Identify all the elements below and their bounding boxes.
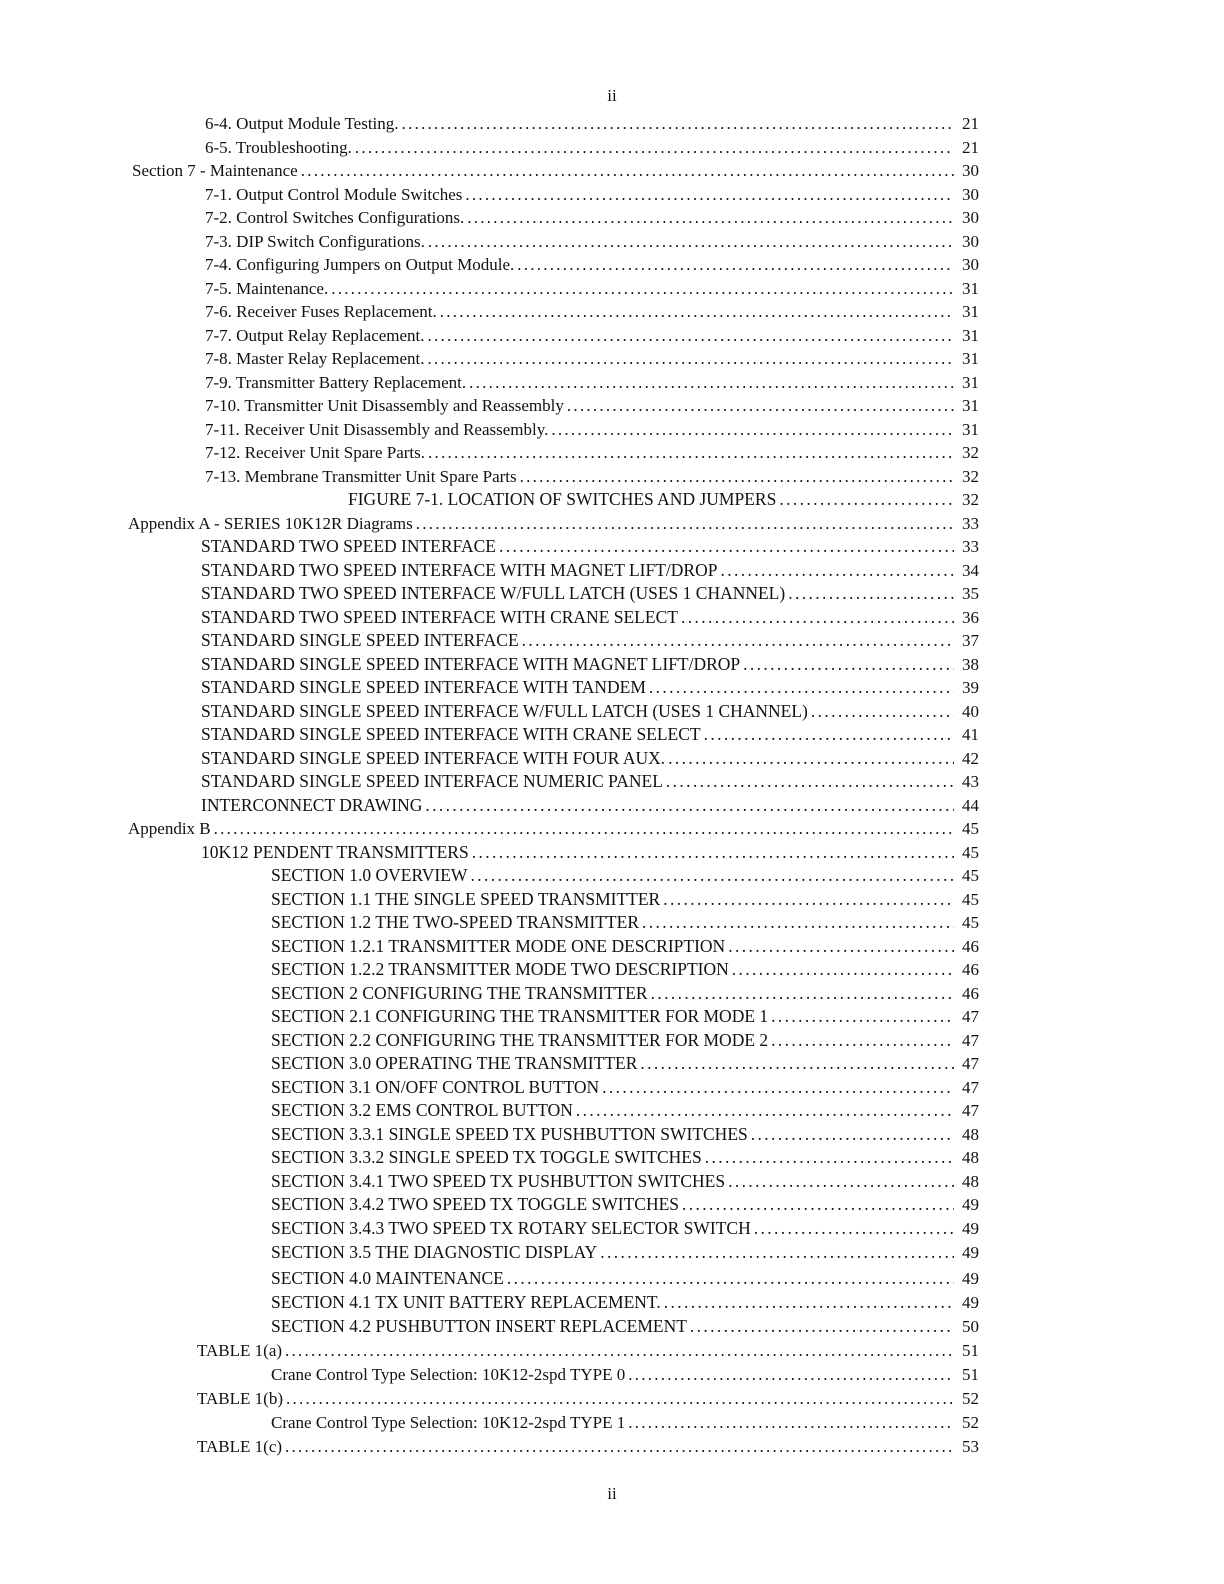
- toc-entry-page: 48: [962, 1171, 979, 1191]
- toc-entry-title: SECTION 2 CONFIGURING THE TRANSMITTER: [271, 982, 648, 1003]
- toc-entry-page: 47: [962, 1077, 979, 1097]
- dot-leader: [743, 653, 954, 676]
- toc-entry-title: TABLE 1(c): [197, 1437, 283, 1456]
- toc-entry-page: 32: [962, 490, 979, 509]
- toc-entry-title: STANDARD TWO SPEED INTERFACE WITH CRANE SELECT: [201, 606, 678, 627]
- toc-entry[interactable]: [271, 888, 979, 911]
- toc-entry[interactable]: [271, 958, 979, 981]
- toc-entry-page: 44: [962, 795, 979, 815]
- toc-entry-page: 21: [962, 114, 979, 133]
- dot-leader: [651, 982, 954, 1005]
- dot-leader: [355, 136, 954, 159]
- toc-entry-title: STANDARD SINGLE SPEED INTERFACE WITH TANDEM: [201, 677, 646, 697]
- toc-entry-title: 7-13. Membrane Transmitter Unit Spare Parts: [205, 466, 517, 486]
- toc-entry[interactable]: [201, 559, 979, 582]
- dot-leader: [428, 441, 954, 464]
- dot-leader: [732, 958, 954, 981]
- toc-entry-page: 30: [962, 184, 979, 204]
- dot-leader: [642, 911, 954, 934]
- toc-entry-page: 45: [962, 913, 979, 932]
- toc-entry-page: 49: [962, 1293, 979, 1312]
- toc-entry-title: SECTION 4.2 PUSHBUTTON INSERT REPLACEMENT: [271, 1316, 687, 1336]
- toc-entry[interactable]: [271, 1291, 979, 1314]
- toc-entry-page: 30: [962, 208, 979, 227]
- toc-entry-title: Crane Control Type Selection: 10K12-2spd TYPE 0: [271, 1365, 626, 1384]
- toc-entry-page: 34: [962, 560, 979, 580]
- toc-entry[interactable]: [271, 1241, 979, 1264]
- toc-entry[interactable]: [271, 1315, 979, 1338]
- toc-entry-title: STANDARD TWO SPEED INTERFACE WITH MAGNET LIFT/DROP: [201, 559, 718, 580]
- toc-entry-page: 30: [962, 255, 979, 274]
- toc-entry-page: 46: [962, 936, 979, 956]
- toc-entry-page: 47: [962, 1101, 979, 1120]
- toc-entry-page: 31: [962, 372, 979, 392]
- dot-leader: [682, 1193, 954, 1216]
- toc-entry-title: 7-11. Receiver Unit Disassembly and Reassembly.: [205, 419, 549, 439]
- toc-entry-page: 39: [962, 678, 979, 697]
- dot-leader: [704, 723, 954, 746]
- toc-entry-title: STANDARD SINGLE SPEED INTERFACE WITH MAGNET LIFT/DROP: [201, 653, 741, 674]
- toc-entry-title: 6-4. Output Module Testing.: [205, 114, 399, 133]
- toc-entry[interactable]: [197, 1435, 979, 1458]
- toc-entry[interactable]: [205, 324, 979, 347]
- toc-entry-page: 33: [962, 513, 979, 533]
- toc-entry-page: 36: [962, 607, 979, 627]
- toc-entry[interactable]: [205, 253, 979, 276]
- toc-entry-page: 45: [962, 866, 979, 885]
- dot-leader: [811, 700, 954, 723]
- dot-leader: [285, 1339, 954, 1362]
- dot-leader: [517, 253, 954, 276]
- toc-entry-title: FIGURE 7-1. LOCATION OF SWITCHES AND JUMPERS: [348, 489, 777, 509]
- toc-entry-page: 32: [962, 466, 979, 486]
- toc-entry[interactable]: [271, 1099, 979, 1122]
- toc-entry-page: 41: [962, 725, 979, 744]
- toc-entry[interactable]: [205, 441, 979, 464]
- toc-entry-page: 46: [962, 960, 979, 979]
- toc-entry-page: 52: [962, 1413, 979, 1432]
- toc-entry[interactable]: [205, 418, 979, 441]
- toc-entry-title: SECTION 1.2.1 TRANSMITTER MODE ONE DESCRIPTION: [271, 935, 726, 956]
- toc-entry-title: 7-7. Output Relay Replacement.: [205, 325, 425, 345]
- toc-entry-title: 7-5. Maintenance.: [205, 278, 329, 298]
- toc-entry-page: 32: [962, 443, 979, 462]
- dot-leader: [649, 676, 954, 699]
- dot-leader: [331, 277, 954, 300]
- toc-entry-title: STANDARD SINGLE SPEED INTERFACE W/FULL LATCH (USES 1 CHANNEL): [201, 700, 808, 721]
- toc-entry-page: 45: [962, 889, 979, 909]
- page-number-bottom: ii: [607, 1484, 617, 1503]
- toc-entry[interactable]: [271, 1411, 979, 1434]
- toc-entry[interactable]: [271, 1029, 979, 1052]
- toc-entry[interactable]: [201, 629, 979, 652]
- toc-entry-page: 46: [962, 983, 979, 1003]
- dot-leader: [551, 418, 954, 441]
- toc-entry-page: 31: [962, 278, 979, 298]
- toc-entry[interactable]: [201, 700, 979, 723]
- toc-entry[interactable]: [128, 817, 979, 840]
- toc-entry-page: 38: [962, 654, 979, 674]
- toc-entry[interactable]: [205, 230, 979, 253]
- toc-entry-title: 7-4. Configuring Jumpers on Output Module.: [205, 255, 515, 274]
- dot-leader: [628, 1363, 954, 1386]
- toc-entry-page: 51: [962, 1341, 979, 1360]
- toc-entry-title: SECTION 3.3.1 SINGLE SPEED TX PUSHBUTTON SWITCHES: [271, 1123, 748, 1144]
- toc-entry-title: SECTION 2.2 CONFIGURING THE TRANSMITTER FOR MODE 2: [271, 1029, 769, 1050]
- toc-entry[interactable]: [201, 841, 979, 864]
- toc-entry-title: STANDARD SINGLE SPEED INTERFACE WITH CRANE SELECT: [201, 724, 701, 744]
- toc-entry-title: Section 7 - Maintenance: [132, 161, 298, 180]
- toc-entry-page: 47: [962, 1030, 979, 1050]
- toc-entry-page: 30: [962, 231, 979, 251]
- toc-entry[interactable]: [197, 1387, 979, 1410]
- toc-entry-page: 33: [962, 537, 979, 556]
- toc-entry-title: SECTION 3.4.3 TWO SPEED TX ROTARY SELECTOR SWITCH: [271, 1217, 751, 1238]
- toc-entry-page: 31: [962, 396, 979, 415]
- toc-entry[interactable]: [271, 1217, 979, 1240]
- toc-entry-title: 7-2. Control Switches Configurations.: [205, 208, 465, 227]
- toc-entry-page: 43: [962, 772, 979, 791]
- dot-leader: [640, 1052, 954, 1075]
- toc-entry[interactable]: [271, 1193, 979, 1216]
- dot-leader: [668, 747, 954, 770]
- toc-entry-page: 53: [962, 1437, 979, 1456]
- dot-leader: [402, 112, 954, 135]
- toc-entry-page: 45: [962, 842, 979, 862]
- toc-entry-title: SECTION 1.2 THE TWO-SPEED TRANSMITTER: [271, 912, 639, 932]
- toc-entry-title: 7-10. Transmitter Unit Disassembly and Reassembly: [205, 396, 564, 415]
- toc-entry[interactable]: [271, 1363, 979, 1386]
- toc-entry-title: SECTION 2.1 CONFIGURING THE TRANSMITTER FOR MODE 1: [271, 1006, 769, 1026]
- dot-leader: [520, 465, 954, 488]
- dot-leader: [428, 324, 954, 347]
- toc-entry-page: 50: [962, 1317, 979, 1336]
- toc-entry-page: 47: [962, 1054, 979, 1073]
- toc-entry[interactable]: [348, 488, 979, 511]
- toc-entry[interactable]: [205, 347, 979, 370]
- toc-entry-title: SECTION 4.0 MAINTENANCE: [271, 1268, 504, 1288]
- toc-entry-title: STANDARD SINGLE SPEED INTERFACE NUMERIC PANEL: [201, 771, 663, 791]
- toc-entry[interactable]: [271, 1267, 979, 1290]
- toc-entry-title: TABLE 1(b): [197, 1389, 283, 1408]
- dot-leader: [628, 1411, 954, 1434]
- toc-entry-page: 42: [962, 748, 979, 768]
- dot-leader: [728, 1170, 954, 1193]
- toc-entry[interactable]: [201, 606, 979, 629]
- dot-leader: [720, 559, 954, 582]
- toc-entry-page: 31: [962, 419, 979, 439]
- toc-entry-title: Appendix B: [128, 819, 211, 838]
- toc-entry[interactable]: [271, 1146, 979, 1169]
- toc-entry[interactable]: [271, 982, 979, 1005]
- dot-leader: [428, 230, 954, 253]
- dot-leader: [428, 347, 954, 370]
- toc-entry-title: 7-8. Master Relay Replacement.: [205, 349, 425, 368]
- toc-entry-title: SECTION 3.5 THE DIAGNOSTIC DISPLAY: [271, 1242, 598, 1262]
- dot-leader: [472, 841, 954, 864]
- toc-entry[interactable]: [271, 864, 979, 887]
- dot-leader: [754, 1217, 954, 1240]
- dot-leader: [440, 300, 954, 323]
- page-number-top: ii: [607, 86, 617, 105]
- toc-entry-title: SECTION 3.4.1 TWO SPEED TX PUSHBUTTON SWITCHES: [271, 1170, 726, 1191]
- toc-entry-page: 45: [962, 819, 979, 838]
- dot-leader: [788, 582, 954, 605]
- toc-entry-title: 7-1. Output Control Module Switches: [205, 184, 463, 204]
- toc-entry[interactable]: [271, 1052, 979, 1075]
- toc-entry-title: SECTION 3.4.2 TWO SPEED TX TOGGLE SWITCHES: [271, 1194, 680, 1214]
- toc-entry-title: STANDARD TWO SPEED INTERFACE: [201, 536, 496, 556]
- dot-leader: [465, 183, 954, 206]
- toc-entry[interactable]: [197, 1339, 979, 1362]
- toc-entry-page: 30: [962, 161, 979, 180]
- toc-entry[interactable]: [271, 911, 979, 934]
- dot-leader: [507, 1267, 954, 1290]
- toc-entry-page: 21: [962, 137, 979, 157]
- toc-entry[interactable]: [205, 300, 979, 323]
- toc-entry[interactable]: [271, 1170, 979, 1193]
- toc-entry[interactable]: [271, 1123, 979, 1146]
- dot-leader: [285, 1435, 954, 1458]
- toc-entry[interactable]: [205, 183, 979, 206]
- dot-leader: [602, 1076, 954, 1099]
- toc-entry-page: 31: [962, 325, 979, 345]
- toc-entry-page: 35: [962, 584, 979, 603]
- toc-entry[interactable]: [201, 582, 979, 605]
- dot-leader: [681, 606, 954, 629]
- dot-leader: [779, 488, 954, 511]
- toc-entry[interactable]: [205, 206, 979, 229]
- dot-leader: [416, 512, 954, 535]
- toc-entry-page: 31: [962, 302, 979, 321]
- dot-leader: [771, 1005, 954, 1028]
- toc-entry-title: 7-9. Transmitter Battery Replacement.: [205, 372, 467, 392]
- toc-entry[interactable]: [205, 465, 979, 488]
- toc-entry-title: SECTION 4.1 TX UNIT BATTERY REPLACEMENT.: [271, 1292, 661, 1312]
- toc-entry-title: SECTION 1.2.2 TRANSMITTER MODE TWO DESCRIPTION: [271, 959, 729, 979]
- toc-entry-page: 37: [962, 631, 979, 650]
- toc-entry-title: Crane Control Type Selection: 10K12-2spd TYPE 1: [271, 1413, 626, 1432]
- toc-entry-title: 7-6. Receiver Fuses Replacement.: [205, 302, 437, 321]
- dot-leader: [600, 1241, 954, 1264]
- dot-leader: [771, 1029, 954, 1052]
- toc-entry-title: 10K12 PENDENT TRANSMITTERS: [201, 841, 469, 862]
- toc-entry[interactable]: [201, 794, 979, 817]
- toc-entry[interactable]: [201, 770, 979, 793]
- toc-entry-title: TABLE 1(a): [197, 1341, 283, 1360]
- toc-entry[interactable]: [271, 935, 979, 958]
- toc-entry[interactable]: [205, 112, 979, 135]
- dot-leader: [751, 1123, 954, 1146]
- toc-entry[interactable]: [205, 136, 979, 159]
- dot-leader: [469, 371, 954, 394]
- toc-entry-page: 40: [962, 701, 979, 721]
- dot-leader: [576, 1099, 954, 1122]
- toc-entry-title: SECTION 3.3.2 SINGLE SPEED TX TOGGLE SWITCHES: [271, 1147, 702, 1167]
- toc-entry-title: SECTION 3.2 EMS CONTROL BUTTON: [271, 1100, 573, 1120]
- dot-leader: [666, 770, 954, 793]
- toc-entry-title: Appendix A - SERIES 10K12R Diagrams: [128, 513, 413, 533]
- toc-entry-title: STANDARD TWO SPEED INTERFACE W/FULL LATCH (USES 1 CHANNEL): [201, 583, 786, 603]
- toc-entry-page: 49: [962, 1243, 979, 1262]
- toc-entry-title: INTERCONNECT DRAWING: [201, 794, 423, 815]
- toc-entry-title: SECTION 3.1 ON/OFF CONTROL BUTTON: [271, 1076, 600, 1097]
- toc-entry-title: 6-5. Troubleshooting.: [205, 137, 352, 157]
- toc-entry-title: STANDARD SINGLE SPEED INTERFACE: [201, 630, 519, 650]
- dot-leader: [663, 888, 954, 911]
- toc-entry-page: 49: [962, 1218, 979, 1238]
- toc-entry-page: 49: [962, 1269, 979, 1288]
- toc-entry[interactable]: [201, 653, 979, 676]
- toc-entry-page: 48: [962, 1148, 979, 1167]
- toc-entry-title: SECTION 1.1 THE SINGLE SPEED TRANSMITTER: [271, 888, 661, 909]
- toc-entry[interactable]: [205, 371, 979, 394]
- dot-leader: [286, 1387, 954, 1410]
- toc-entry[interactable]: [201, 535, 979, 558]
- toc-entry[interactable]: [201, 723, 979, 746]
- dot-leader: [728, 935, 954, 958]
- dot-leader: [467, 206, 954, 229]
- toc-entry[interactable]: [132, 159, 979, 182]
- toc-entry-title: SECTION 3.0 OPERATING THE TRANSMITTER: [271, 1053, 638, 1073]
- dot-leader: [499, 535, 954, 558]
- toc-entry-title: STANDARD SINGLE SPEED INTERFACE WITH FOUR AUX.: [201, 747, 666, 768]
- toc-entry-page: 31: [962, 349, 979, 368]
- toc-entry[interactable]: [201, 676, 979, 699]
- toc-entry-title: SECTION 1.0 OVERVIEW: [271, 865, 468, 885]
- toc-entry[interactable]: [201, 747, 979, 770]
- toc-entry-title: 7-12. Receiver Unit Spare Parts.: [205, 443, 425, 462]
- toc-entry-page: 47: [962, 1007, 979, 1026]
- dot-leader: [301, 159, 954, 182]
- dot-leader: [664, 1291, 954, 1314]
- dot-leader: [425, 794, 954, 817]
- toc-entry[interactable]: [271, 1005, 979, 1028]
- dot-leader: [690, 1315, 954, 1338]
- toc-entry-title: 7-3. DIP Switch Configurations.: [205, 231, 425, 251]
- toc-entry-page: 52: [962, 1389, 979, 1408]
- toc-entry-page: 51: [962, 1365, 979, 1384]
- toc-entry[interactable]: [205, 277, 979, 300]
- dot-leader: [522, 629, 954, 652]
- toc-entry-page: 48: [962, 1124, 979, 1144]
- toc-entry[interactable]: [205, 394, 979, 417]
- dot-leader: [567, 394, 954, 417]
- toc-entry[interactable]: [271, 1076, 979, 1099]
- dot-leader: [470, 864, 954, 887]
- dot-leader: [214, 817, 954, 840]
- dot-leader: [705, 1146, 954, 1169]
- toc-entry-page: 49: [962, 1195, 979, 1214]
- toc-entry[interactable]: [128, 512, 979, 535]
